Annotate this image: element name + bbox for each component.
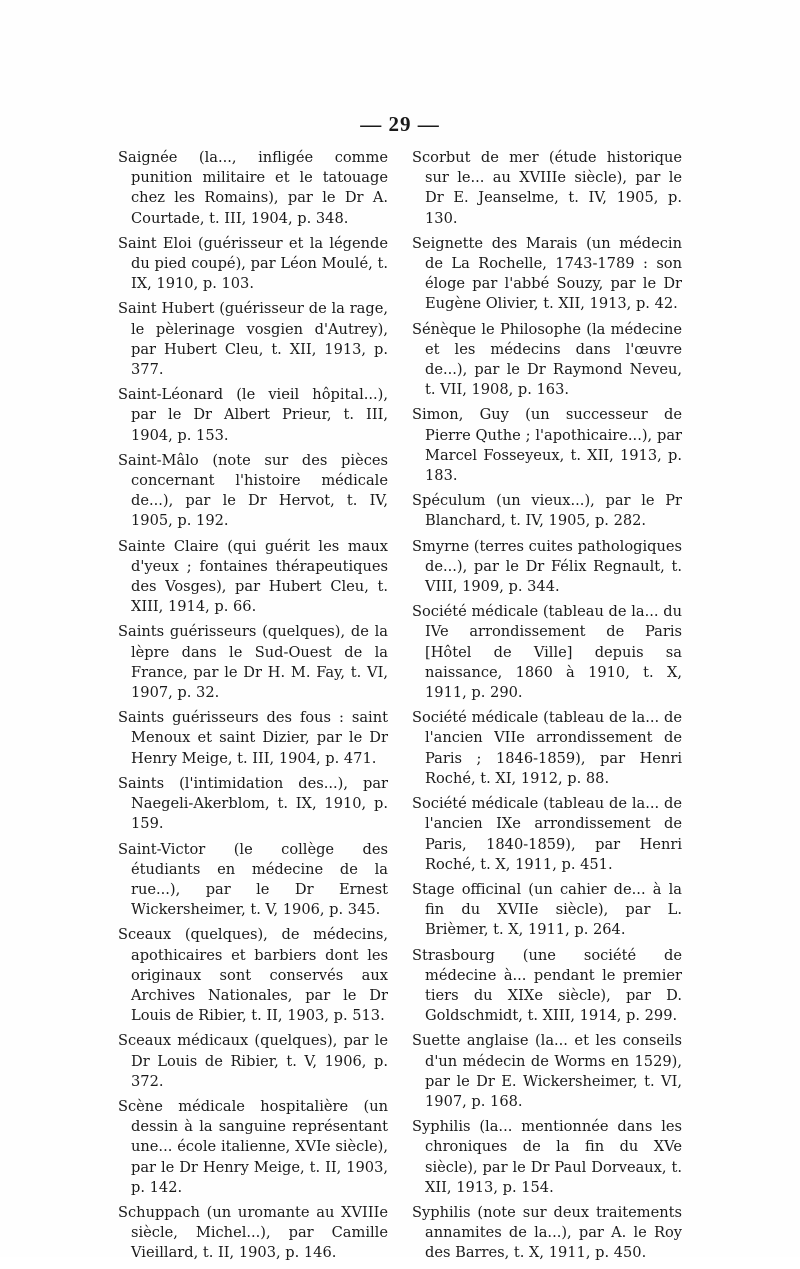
index-entry: Saignée (la..., infligée comme punition militaire et le tatouage chez les Romains), par le Dr A. Courtade, t. III, 1904, p. 348. [118, 149, 388, 227]
index-entry: Saint Hubert (guérisseur de la rage, le pèlerinage vosgien d'Autrey), par Hubert Cleu, t. XII, 1913, p. 377. [118, 300, 388, 379]
index-entry: Sceaux médicaux (quelques), par le Dr Louis de Ribier, t. V, 1906, p. 372. [118, 1032, 388, 1090]
index-entry: Scorbut de mer (étude historique sur le... au XVIIIe siècle), par le Dr E. Jeanselme, t. IV, 1905, p. 130. [412, 149, 682, 227]
index-entry: Saints (l'intimidation des...), par Naegeli-Akerblom, t. IX, 1910, p. 159. [118, 774, 388, 833]
index-entry: Saint Eloi (guérisseur et la légende du pied coupé), par Léon Moulé, t. IX, 1910, p. 103. [118, 234, 388, 293]
index-entry: Syphilis (la... mentionnée dans les chroniques de la fin du XVe siècle), par le Dr Paul Dorveaux, t. XII, 1913, p. 154. [412, 1118, 682, 1196]
index-column-left [118, 148, 388, 1269]
index-entry: Suette anglaise (la... et les conseils d'un médecin de Worms en 1529), par le Dr E. Wickersheimer, t. VI, 1907, p. 168. [412, 1032, 682, 1110]
index-entry: Société médicale (tableau de la... de l'ancien VIIe arrondissement de Paris ; 1846-1859), par Henri Roché, t. XI, 1912, p. 88. [412, 709, 682, 787]
index-entry: Sainte Claire (qui guérit les maux d'yeux ; fontaines thérapeutiques des Vosges), par Hubert Cleu, t. XIII, 1914, p. 66. [118, 537, 388, 616]
index-entry: Schuppach (un uromante au XVIIIe siècle, Michel...), par Camille Vieillard, t. II, 1903, p. 146. [118, 1203, 388, 1262]
index-entry: Strasbourg (une société de médecine à... pendant le premier tiers du XIXe siècle), par D. Goldschmidt, t. XIII, 1914, p. 299. [412, 946, 682, 1025]
index-entry: Saint-Léonard (le vieil hôpital...), par le Dr Albert Prieur, t. III, 1904, p. 153. [118, 386, 388, 444]
index-entry: Seignette des Marais (un médecin de La Rochelle, 1743-1789 : son éloge par l'abbé Souzy, par le Dr Eugène Olivier, t. XII, 1913, p. 42. [412, 234, 682, 313]
index-entry: Spéculum (un vieux...), par le Pr Blanchard, t. IV, 1905, p. 282. [412, 492, 682, 530]
index-entry: Saint-Mâlo (note sur des pièces concernant l'histoire médicale de...), par le Dr Hervot, t. IV, 1905, p. 192. [118, 451, 388, 530]
index-entry: Saint-Victor (le collège des étudiants en médecine de la rue...), par le Dr Ernest Wickersheimer, t. V, 1906, p. 345. [118, 840, 388, 919]
index-entry: Sceaux (quelques), de médecins, apothicaires et barbiers dont les originaux sont conservés aux Archives Nationales, par le Dr Louis de Ribier, t. II, 1903, p. 513. [118, 926, 388, 1025]
index-entry: Société médicale (tableau de la... du IVe arrondissement de Paris [Hôtel de Ville] depuis sa naissance, 1860 à 1910, t. X, 1911, p. 290. [412, 603, 682, 702]
index-column-right [412, 148, 682, 1269]
index-entry: Société médicale (tableau de la... de l'ancien IXe arrondissement de Paris, 1840-1859), par Henri Roché, t. X, 1911, p. 451. [412, 795, 682, 873]
index-entry: Simon, Guy (un successeur de Pierre Quthe ; l'apothicaire...), par Marcel Fosseyeux, t. XII, 1913, p. 183. [412, 406, 682, 485]
index-entry: Smyrne (terres cuites pathologiques de...), par le Dr Félix Regnault, t. VIII, 1909, p. 344. [412, 537, 682, 596]
index-entry: Saints guérisseurs des fous : saint Menoux et saint Dizier, par le Dr Henry Meige, t. III, 1904, p. 471. [118, 709, 388, 767]
index-entry: Syphilis (note sur deux traitements annamites de la...), par A. le Roy des Barres, t. X, 1911, p. 450. [412, 1203, 682, 1262]
index-entry: Stage officinal (un cahier de... à la fin du XVIIe siècle), par L. Brièmer, t. X, 1911, p. 264. [412, 880, 682, 939]
index-entry: Sénèque le Philosophe (la médecine et les médecins dans l'œuvre de...), par le Dr Raymond Neveu, t. VII, 1908, p. 163. [412, 320, 682, 399]
index-entry: Saints guérisseurs (quelques), de la lèpre dans le Sud-Ouest de la France, par le Dr H. M. Fay, t. VI, 1907, p. 32. [118, 623, 388, 702]
index-entry: Scène médicale hospitalière (un dessin à la sanguine représentant une... école italienne, XVIe siècle), par le Dr Henry Meige, t. II, 1903, p. 142. [118, 1097, 388, 1196]
page-number: — 29 — [360, 112, 440, 136]
